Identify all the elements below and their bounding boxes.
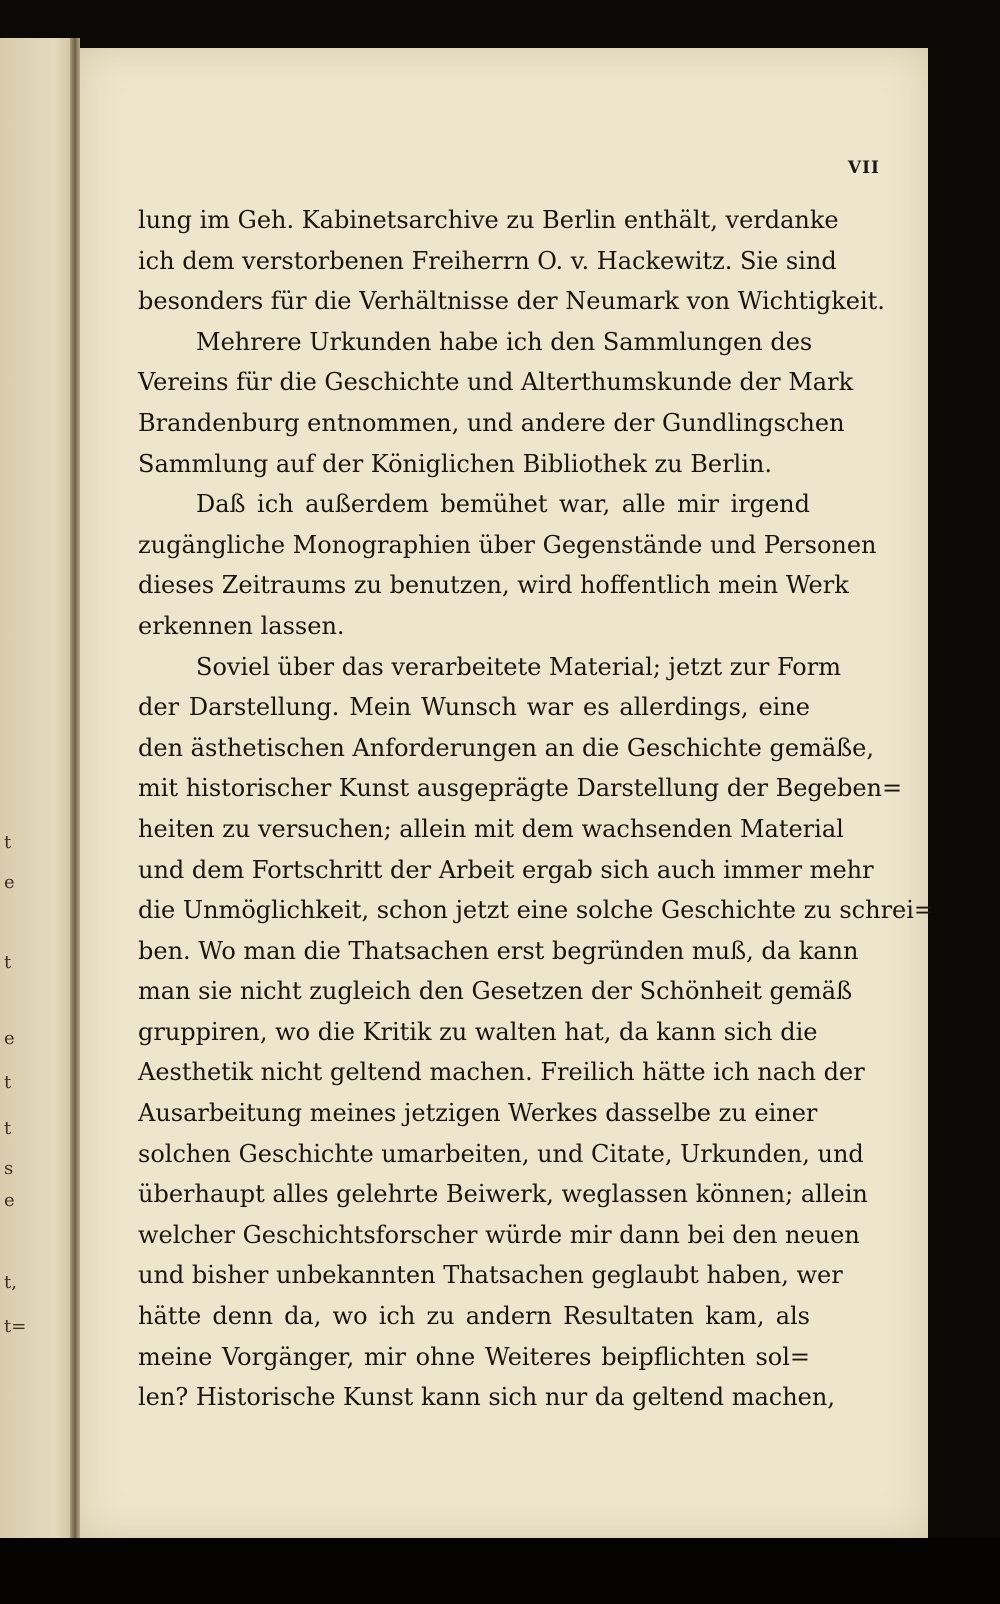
text-line: erkennen lassen. (138, 611, 345, 640)
text-line: welcher Geschichtsforscher würde mir dann bei den neuen (138, 1220, 860, 1249)
facing-page-char: e (4, 1028, 15, 1049)
facing-page-char: t (4, 1118, 12, 1139)
text-line: besonders für die Verhältnisse der Neumark von Wichtigkeit. (138, 287, 885, 316)
book-gutter (70, 38, 80, 1538)
text-line: meine Vorgänger, mir ohne Weiteres beipflichten sol= (138, 1342, 810, 1371)
text-line: Vereins für die Geschichte und Alterthumskunde der Mark (138, 368, 854, 397)
text-line: überhaupt alles gelehrte Beiwerk, weglassen können; allein (138, 1180, 868, 1209)
facing-page-char: t (4, 1072, 12, 1093)
background-strip (0, 1538, 1000, 1604)
text-line: gruppiren, wo die Kritik zu walten hat, da kann sich die (138, 1017, 818, 1046)
facing-page-edge (0, 38, 78, 1538)
text-line: lung im Geh. Kabinetsarchive zu Berlin enthält, verdanke (138, 206, 839, 234)
text-line: den ästhetischen Anforderungen an die Geschichte gemäße, (138, 733, 875, 762)
facing-page-char: s (4, 1158, 14, 1179)
facing-page-char: t= (4, 1316, 27, 1337)
facing-page-char: t (4, 952, 12, 973)
facing-page-char: e (4, 1190, 15, 1211)
facing-page-char: e (4, 872, 15, 893)
text-line: man sie nicht zugleich den Gesetzen der Schönheit gemäß (138, 977, 853, 1006)
page-number: VII (847, 158, 880, 178)
text-line: Ausarbeitung meines jetzigen Werkes dasselbe zu einer (138, 1099, 818, 1128)
body-text (138, 200, 935, 1418)
text-line: ben. Wo man die Thatsachen erst begründen muß, da kann (138, 936, 859, 965)
text-line: heiten zu versuchen; allein mit dem wachsenden Material (138, 814, 844, 843)
text-line: der Darstellung. Mein Wunsch war es allerdings, eine (138, 693, 810, 722)
text-line: zugängliche Monographien über Gegenstände und Personen (138, 530, 877, 559)
text-line: Daß ich außerdem bemühet war, alle mir irgend (196, 490, 810, 519)
text-line: Aesthetik nicht geltend machen. Freilich hätte ich nach der (138, 1058, 865, 1087)
text-line: ich dem verstorbenen Freiherrn O. v. Hackewitz. Sie sind (138, 246, 837, 275)
text-line: Mehrere Urkunden habe ich den Sammlungen des (196, 327, 813, 356)
text-line: hätte denn da, wo ich zu andern Resultaten kam, als (138, 1302, 810, 1331)
text-line: len? Historische Kunst kann sich nur da geltend machen, (138, 1383, 835, 1412)
text-line: Soviel über das verarbeitete Material; jetzt zur Form (196, 652, 841, 681)
text-line: dieses Zeitraums zu benutzen, wird hoffentlich mein Werk (138, 571, 849, 600)
text-line: solchen Geschichte umarbeiten, und Citate, Urkunden, und (138, 1139, 864, 1168)
text-line: und dem Fortschritt der Arbeit ergab sich auch immer mehr (138, 855, 874, 884)
text-line: mit historischer Kunst ausgeprägte Darstellung der Begeben= (138, 774, 903, 803)
facing-page-char: t (4, 832, 12, 853)
text-line: Brandenburg entnommen, und andere der Gundlingschen (138, 408, 845, 437)
facing-page-char: t, (4, 1272, 17, 1293)
text-line: die Unmöglichkeit, schon jetzt eine solche Geschichte zu schrei= (138, 896, 935, 925)
text-line: und bisher unbekannten Thatsachen geglaubt haben, wer (138, 1261, 843, 1290)
text-line: Sammlung auf der Königlichen Bibliothek zu Berlin. (138, 449, 772, 478)
